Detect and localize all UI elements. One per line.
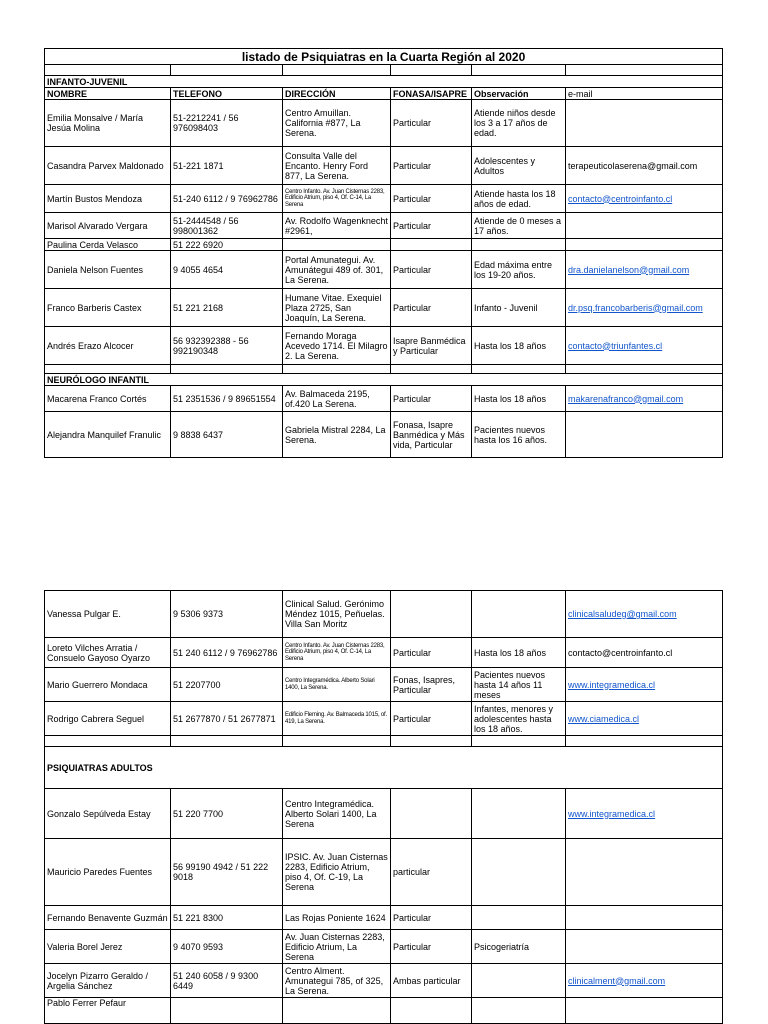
cell-observacion	[472, 839, 566, 906]
cell-fonasa: Particular	[391, 185, 472, 213]
cell-direccion: Av. Juan Cisternas 2283, Edificio Atrium, La Serena	[283, 930, 391, 964]
cell-nombre: Andrés Erazo Alcocer	[45, 327, 171, 365]
cell-observacion: Hasta los 18 años	[472, 327, 566, 365]
table-row	[45, 100, 723, 147]
cell-observacion	[472, 906, 566, 930]
cell-telefono: 51-2212241 / 56 976098403	[171, 100, 283, 147]
cell-email	[566, 239, 723, 251]
cell-direccion: Av. Rodolfo Wagenknecht #2961,	[283, 213, 391, 239]
cell-observacion: Adolescentes y Adultos	[472, 147, 566, 185]
cell-observacion: Atiende hasta los 18 años de edad.	[472, 185, 566, 213]
cell-observacion: Hasta los 18 años	[472, 638, 566, 668]
cell-nombre: Franco Barberis Castex	[45, 289, 171, 327]
website-link[interactable]: www.integramedica.cl	[566, 789, 723, 839]
cell-fonasa	[391, 239, 472, 251]
cell-observacion: Hasta los 18 años	[472, 386, 566, 412]
cell-nombre: Loreto Vilches Arratia / Consuelo Gayoso Oyarzo	[45, 638, 171, 668]
cell-telefono: 51 2351536 / 9 89651554	[171, 386, 283, 412]
header-email: e-mail	[566, 88, 723, 100]
cell-observacion	[472, 591, 566, 638]
cell-observacion: Infantes, menores y adolescentes hasta los 18 años.	[472, 702, 566, 736]
cell-fonasa: Particular	[391, 638, 472, 668]
cell-fonasa: Particular	[391, 213, 472, 239]
cell-observacion: Pacientes nuevos hasta los 16 años.	[472, 412, 566, 458]
cell-telefono: 51 221 8300	[171, 906, 283, 930]
cell-nombre: Pablo Ferrer Pefaur	[45, 998, 171, 1024]
cell-fonasa: Particular	[391, 386, 472, 412]
cell-nombre: Valeria Borel Jerez	[45, 930, 171, 964]
cell-telefono: 51 2207700	[171, 668, 283, 702]
cell-direccion: Portal Amunategui. Av. Amunátegui 489 of. 301, La Serena.	[283, 251, 391, 289]
cell-telefono: 9 4055 4654	[171, 251, 283, 289]
cell-telefono: 51-221 1871	[171, 147, 283, 185]
table-row	[45, 668, 723, 702]
cell-email: terapeuticolaserena@gmail.com	[566, 147, 723, 185]
cell-nombre: Fernando Benavente Guzmán	[45, 906, 171, 930]
table-row	[45, 964, 723, 998]
cell-observacion: Infanto - Juvenil	[472, 289, 566, 327]
cell-telefono: 51 220 7700	[171, 789, 283, 839]
cell-observacion	[472, 239, 566, 251]
section-psiquiatras-adultos: PSIQUIATRAS ADULTOS	[45, 747, 723, 789]
website-link[interactable]: www.integramedica.cl	[566, 668, 723, 702]
cell-fonasa	[391, 789, 472, 839]
table-row	[45, 239, 723, 251]
cell-observacion: Edad máxima entre los 19-20 años.	[472, 251, 566, 289]
email-link[interactable]: contacto@triunfantes.cl	[566, 327, 723, 365]
cell-direccion: Centro Infanto. Av. Juan Cisternas 2283, Edificio Atrium, piso 4, Of. C-14, La Serena	[283, 185, 391, 213]
cell-observacion	[472, 998, 566, 1024]
cell-telefono: 51-2444548 / 56 998001362	[171, 213, 283, 239]
email-link[interactable]: clinicalment@gmail.com	[566, 964, 723, 998]
spacer-row	[45, 365, 723, 374]
table-row	[45, 251, 723, 289]
psychiatrists-table-page-2	[44, 590, 723, 1024]
table-row	[45, 702, 723, 736]
cell-fonasa: Particular	[391, 251, 472, 289]
cell-telefono: 51 222 6920	[171, 239, 283, 251]
cell-nombre: Rodrigo Cabrera Seguel	[45, 702, 171, 736]
cell-nombre: Jocelyn Pizarro Geraldo / Argelia Sánchez	[45, 964, 171, 998]
cell-fonasa: Fonasa, Isapre Banmédica y Más vida, Particular	[391, 412, 472, 458]
cell-observacion: Atiende de 0 meses a 17 años.	[472, 213, 566, 239]
cell-telefono: 51 240 6058 / 9 9300 6449	[171, 964, 283, 998]
cell-fonasa: particular	[391, 839, 472, 906]
cell-direccion: Gabriela Mistral 2284, La Serena.	[283, 412, 391, 458]
cell-telefono: 51 240 6112 / 9 76962786	[171, 638, 283, 668]
cell-nombre: Vanessa Pulgar E.	[45, 591, 171, 638]
cell-nombre: Casandra Parvex Maldonado	[45, 147, 171, 185]
cell-fonasa: Particular	[391, 930, 472, 964]
cell-observacion	[472, 964, 566, 998]
cell-direccion	[283, 239, 391, 251]
cell-telefono	[171, 998, 283, 1024]
cell-nombre: Mauricio Paredes Fuentes	[45, 839, 171, 906]
table-row	[45, 591, 723, 638]
cell-direccion: Av. Balmaceda 2195, of.420 La Serena.	[283, 386, 391, 412]
website-link[interactable]: www.ciamedica.cl	[566, 702, 723, 736]
cell-telefono: 51 2677870 / 51 2677871	[171, 702, 283, 736]
email-link[interactable]: dr.psq.francobarberis@gmail.com	[566, 289, 723, 327]
cell-fonasa: Particular	[391, 289, 472, 327]
cell-nombre: Mario Guerrero Mondaca	[45, 668, 171, 702]
table-row	[45, 289, 723, 327]
cell-direccion: Centro Integramédica. Alberto Solari 1400, La Serena	[283, 789, 391, 839]
cell-nombre: Paulina Cerda Velasco	[45, 239, 171, 251]
cell-nombre: Alejandra Manquilef Franulic	[45, 412, 171, 458]
cell-observacion: Atiende niños desde los 3 a 17 años de edad.	[472, 100, 566, 147]
cell-direccion: Fernando Moraga Acevedo 1714. El Milagro 2. La Serena.	[283, 327, 391, 365]
cell-email	[566, 412, 723, 458]
cell-direccion: Humane Vitae. Exequiel Plaza 2725, San Joaquín, La Serena.	[283, 289, 391, 327]
cell-fonasa: Isapre Banmédica y Particular	[391, 327, 472, 365]
header-row	[45, 88, 723, 100]
table-row	[45, 930, 723, 964]
cell-direccion: Consulta Valle del Encanto. Henry Ford 877, La Serena.	[283, 147, 391, 185]
cell-fonasa: Particular	[391, 702, 472, 736]
cell-telefono: 56 932392388 - 56 992190348	[171, 327, 283, 365]
table-row	[45, 327, 723, 365]
document-title: listado de Psiquiatras en la Cuarta Región al 2020	[45, 49, 723, 65]
cell-direccion: Centro Infanto. Av. Juan Cisternas 2283, Edificio Atrium, piso 4, Of. C-14, La Serena	[283, 638, 391, 668]
email-link[interactable]: dra.danielanelson@gmail.com	[566, 251, 723, 289]
cell-direccion: Las Rojas Poniente 1624	[283, 906, 391, 930]
table-row	[45, 906, 723, 930]
cell-fonasa: Particular	[391, 100, 472, 147]
cell-observacion: Psicogeriatría	[472, 930, 566, 964]
cell-telefono: 56 99190 4942 / 51 222 9018	[171, 839, 283, 906]
cell-fonasa	[391, 591, 472, 638]
cell-email	[566, 930, 723, 964]
cell-email	[566, 100, 723, 147]
cell-fonasa: Particular	[391, 147, 472, 185]
cell-email: contacto@centroinfanto.cl	[566, 638, 723, 668]
cell-direccion: Edificio Fleming. Av. Balmaceda 1015, of. 419, La Serena.	[283, 702, 391, 736]
cell-direccion: Centro Amuillan. California #877, La Serena.	[283, 100, 391, 147]
table-row	[45, 147, 723, 185]
table-row	[45, 185, 723, 213]
cell-nombre: Daniela Nelson Fuentes	[45, 251, 171, 289]
cell-telefono: 51 221 2168	[171, 289, 283, 327]
table-row	[45, 998, 723, 1024]
cell-nombre: Macarena Franco Cortés	[45, 386, 171, 412]
cell-nombre: Marisol Alvarado Vergara	[45, 213, 171, 239]
email-link[interactable]: makarenafranco@gmail.com	[566, 386, 723, 412]
cell-fonasa: Fonas, Isapres, Particular	[391, 668, 472, 702]
table-row	[45, 213, 723, 239]
cell-telefono: 9 5306 9373	[171, 591, 283, 638]
email-link[interactable]: clinicalsaludeg@gmail.com	[566, 591, 723, 638]
header-nombre: NOMBRE	[45, 88, 171, 100]
psychiatrists-table-page-1	[44, 48, 723, 458]
header-observacion: Observación	[472, 88, 566, 100]
cell-nombre: Gonzalo Sepúlveda Estay	[45, 789, 171, 839]
cell-email	[566, 839, 723, 906]
cell-direccion	[283, 998, 391, 1024]
cell-direccion: Centro Integramédica. Alberto Solari 1400, La Serena.	[283, 668, 391, 702]
spacer-row	[45, 65, 723, 76]
section-neurologo-infantil: NEURÓLOGO INFANTIL	[45, 374, 723, 386]
cell-fonasa	[391, 998, 472, 1024]
cell-telefono: 9 4070 9593	[171, 930, 283, 964]
header-direccion: DIRECCIÓN	[283, 88, 391, 100]
cell-telefono: 9 8838 6437	[171, 412, 283, 458]
cell-nombre: Martín Bustos Mendoza	[45, 185, 171, 213]
table-row	[45, 412, 723, 458]
cell-fonasa: Ambas particular	[391, 964, 472, 998]
cell-fonasa: Particular	[391, 906, 472, 930]
cell-telefono: 51-240 6112 / 9 76962786	[171, 185, 283, 213]
cell-direccion: Centro Alment. Amunategui 785, of 325, La Serena.	[283, 964, 391, 998]
table-row	[45, 386, 723, 412]
cell-email	[566, 213, 723, 239]
table-row	[45, 638, 723, 668]
cell-observacion	[472, 789, 566, 839]
table-row	[45, 789, 723, 839]
header-fonasa: FONASA/ISAPRE	[391, 88, 472, 100]
cell-direccion: IPSIC. Av. Juan Cisternas 2283, Edificio Atrium, piso 4, Of. C-19, La Serena	[283, 839, 391, 906]
email-link[interactable]: contacto@centroinfanto.cl	[566, 185, 723, 213]
header-telefono: TELEFONO	[171, 88, 283, 100]
cell-email	[566, 906, 723, 930]
section-infanto-juvenil: INFANTO-JUVENIL	[45, 76, 723, 88]
cell-observacion: Pacientes nuevos hasta 14 años 11 meses	[472, 668, 566, 702]
spacer-row	[45, 736, 723, 747]
cell-nombre: Emilia Monsalve / María Jesúa Molina	[45, 100, 171, 147]
table-row	[45, 839, 723, 906]
cell-direccion: Clinical Salud. Gerónimo Méndez 1015, Peñuelas. Villa San Moritz	[283, 591, 391, 638]
cell-email	[566, 998, 723, 1024]
